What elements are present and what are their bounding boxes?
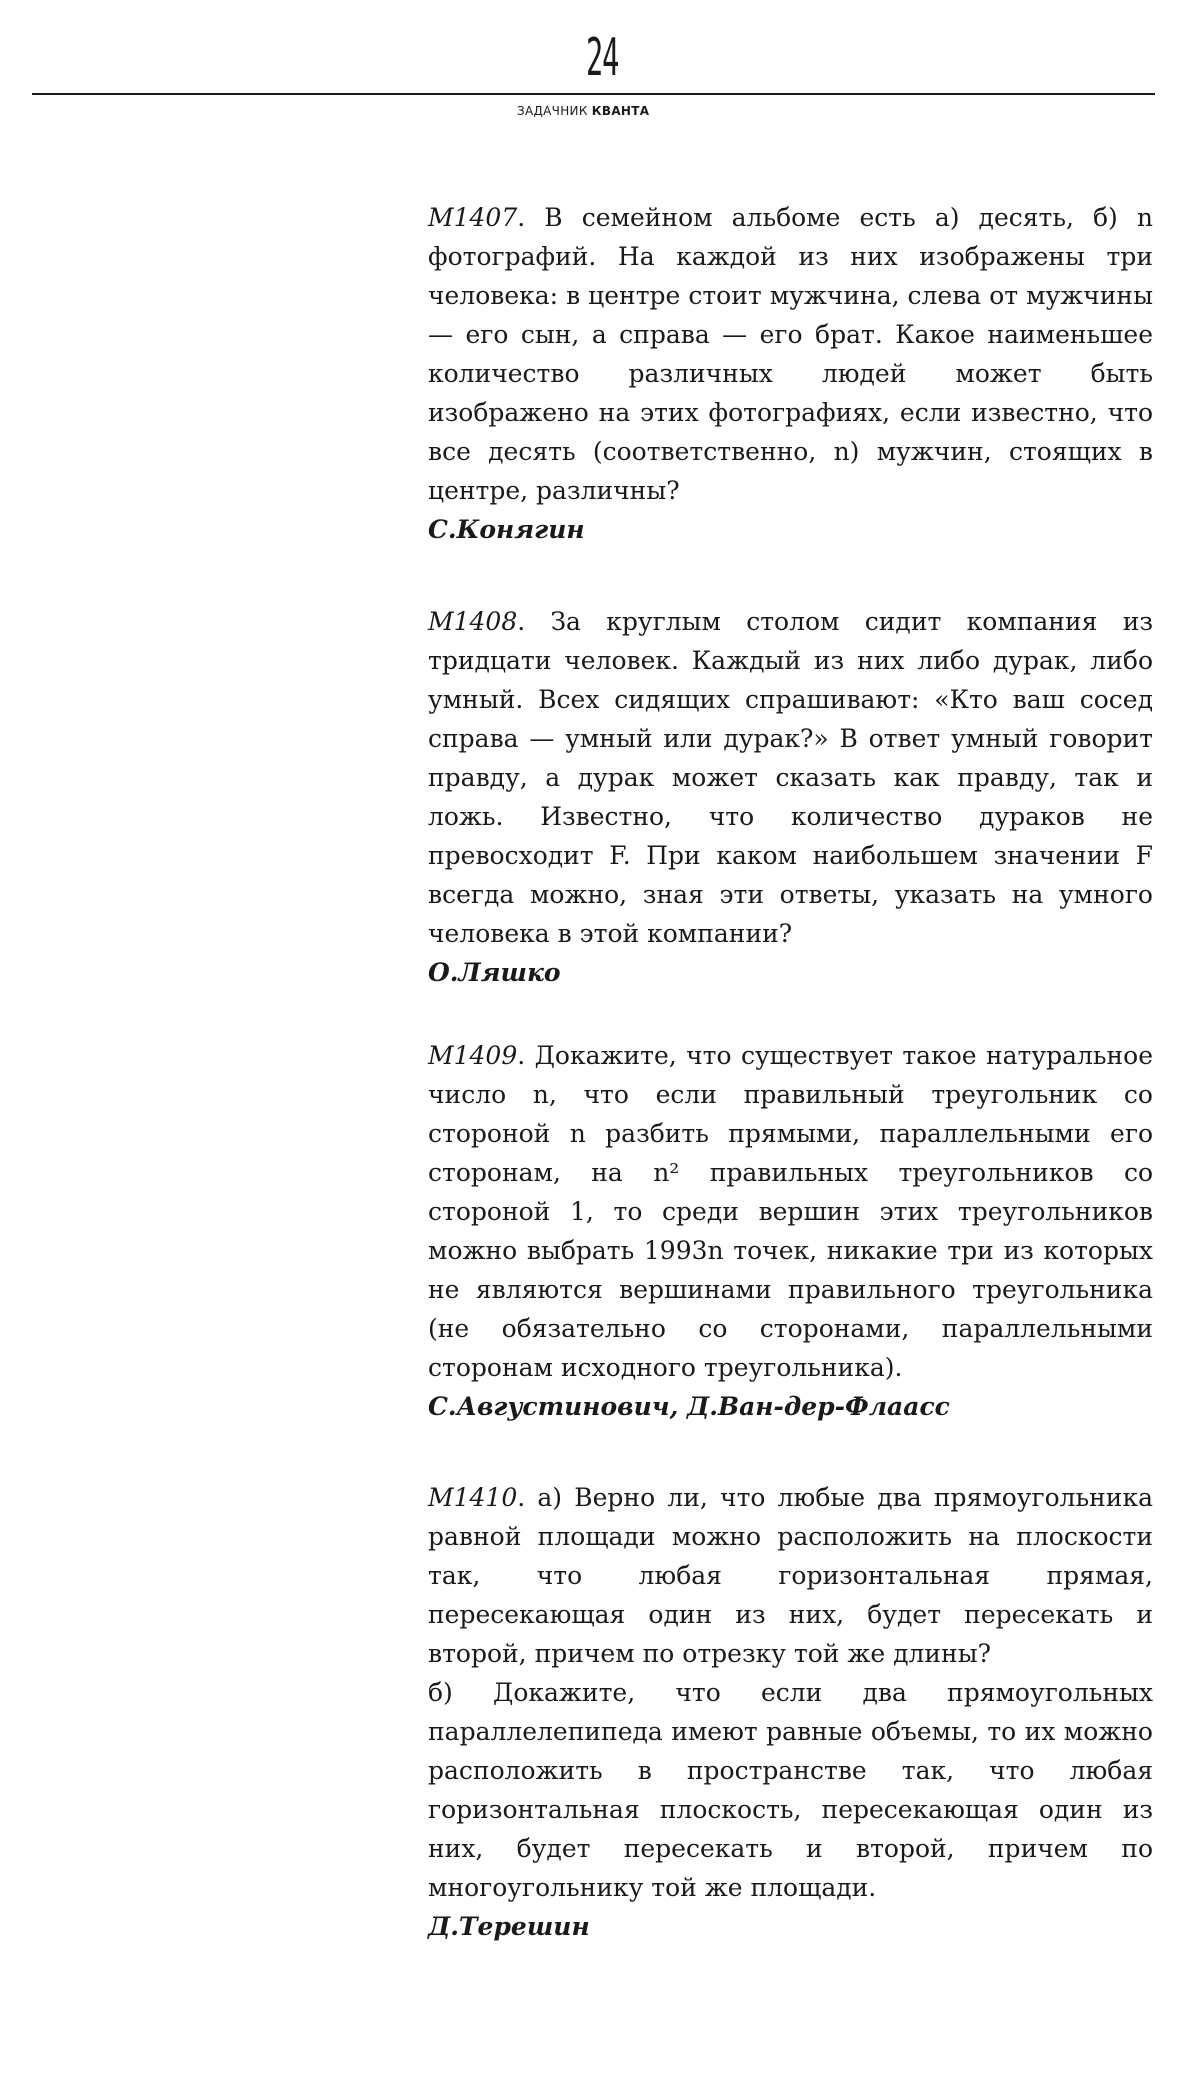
problem-text: [428, 602, 1153, 953]
problem-paragraph: . а) Верно ли, что любые два прямоугольника равной площади можно расположить на плоскости так, что любая горизонтальная прямая, пересекающая один из них, будет пересекать и второй, причем по отрезку той же длины?: [428, 1483, 1153, 1668]
problem-m1409: [428, 1036, 1153, 1426]
section-name: КВАНТА: [591, 104, 650, 118]
problem-m1407: [428, 198, 1153, 549]
problem-m1410: [428, 1478, 1153, 1946]
problem-text: [428, 198, 1153, 510]
problem-number: М1410: [428, 1483, 518, 1512]
problem-author: С.Августинович, Д.Ван-дер-Флаасс: [428, 1392, 950, 1421]
problem-author: Д.Терешин: [428, 1912, 590, 1941]
problem-text: [428, 1036, 1153, 1387]
problem-paragraph-b: б) Докажите, что если два прямоугольных параллелепипеда имеют равные объемы, то их можно расположить в пространстве так, что любая горизонтальная плоскость, пересекающая один из них, будет пересекать и второй, причем по многоугольнику той же площади.: [428, 1678, 1153, 1902]
problem-paragraph: . За круглым столом сидит компания из тридцати человек. Каждый из них либо дурак, либо умный. Всех сидящих спрашивают: «Кто ваш сосед справа — умный или дурак?» В ответ умный говорит правду, а дурак может сказать как правду, так и ложь. Известно, что количество дураков не превосходит F. При каком наибольшем значении F всегда можно, зная эти ответы, указать на умного человека в этой компании?: [428, 607, 1153, 948]
section-prefix: ЗАДАЧНИК: [517, 104, 588, 118]
problem-m1408: [428, 602, 1153, 992]
header-rule: [32, 93, 1155, 95]
problem-paragraph: . Докажите, что существует такое натуральное число n, что если правильный треугольник со стороной n разбить прямыми, параллельными его сторонам, на n² правильных треугольников со стороной 1, то среди вершин этих треугольников можно выбрать 1993n точек, никакие три из которых не являются вершинами правильного треугольника (не обязательно со сторонами, параллельными сторонам исходного треугольника).: [428, 1041, 1153, 1382]
problem-author: О.Ляшко: [428, 958, 561, 987]
problem-text: [428, 1478, 1153, 1673]
page-number: 24: [586, 28, 619, 88]
section-label: [517, 104, 649, 118]
problem-paragraph: . В семейном альбоме есть а) десять, б) n фотографий. На каждой из них изображены три человека: в центре стоит мужчина, слева от мужчины — его сын, а справа — его брат. Какое наименьшее количество различных людей может быть изображено на этих фотографиях, если известно, что все десять (соответственно, n) мужчин, стоящих в центре, различны?: [428, 203, 1153, 505]
problem-number: М1408: [428, 607, 518, 636]
problem-author: С.Конягин: [428, 515, 585, 544]
problem-number: М1407: [428, 203, 518, 232]
problem-number: М1409: [428, 1041, 518, 1070]
